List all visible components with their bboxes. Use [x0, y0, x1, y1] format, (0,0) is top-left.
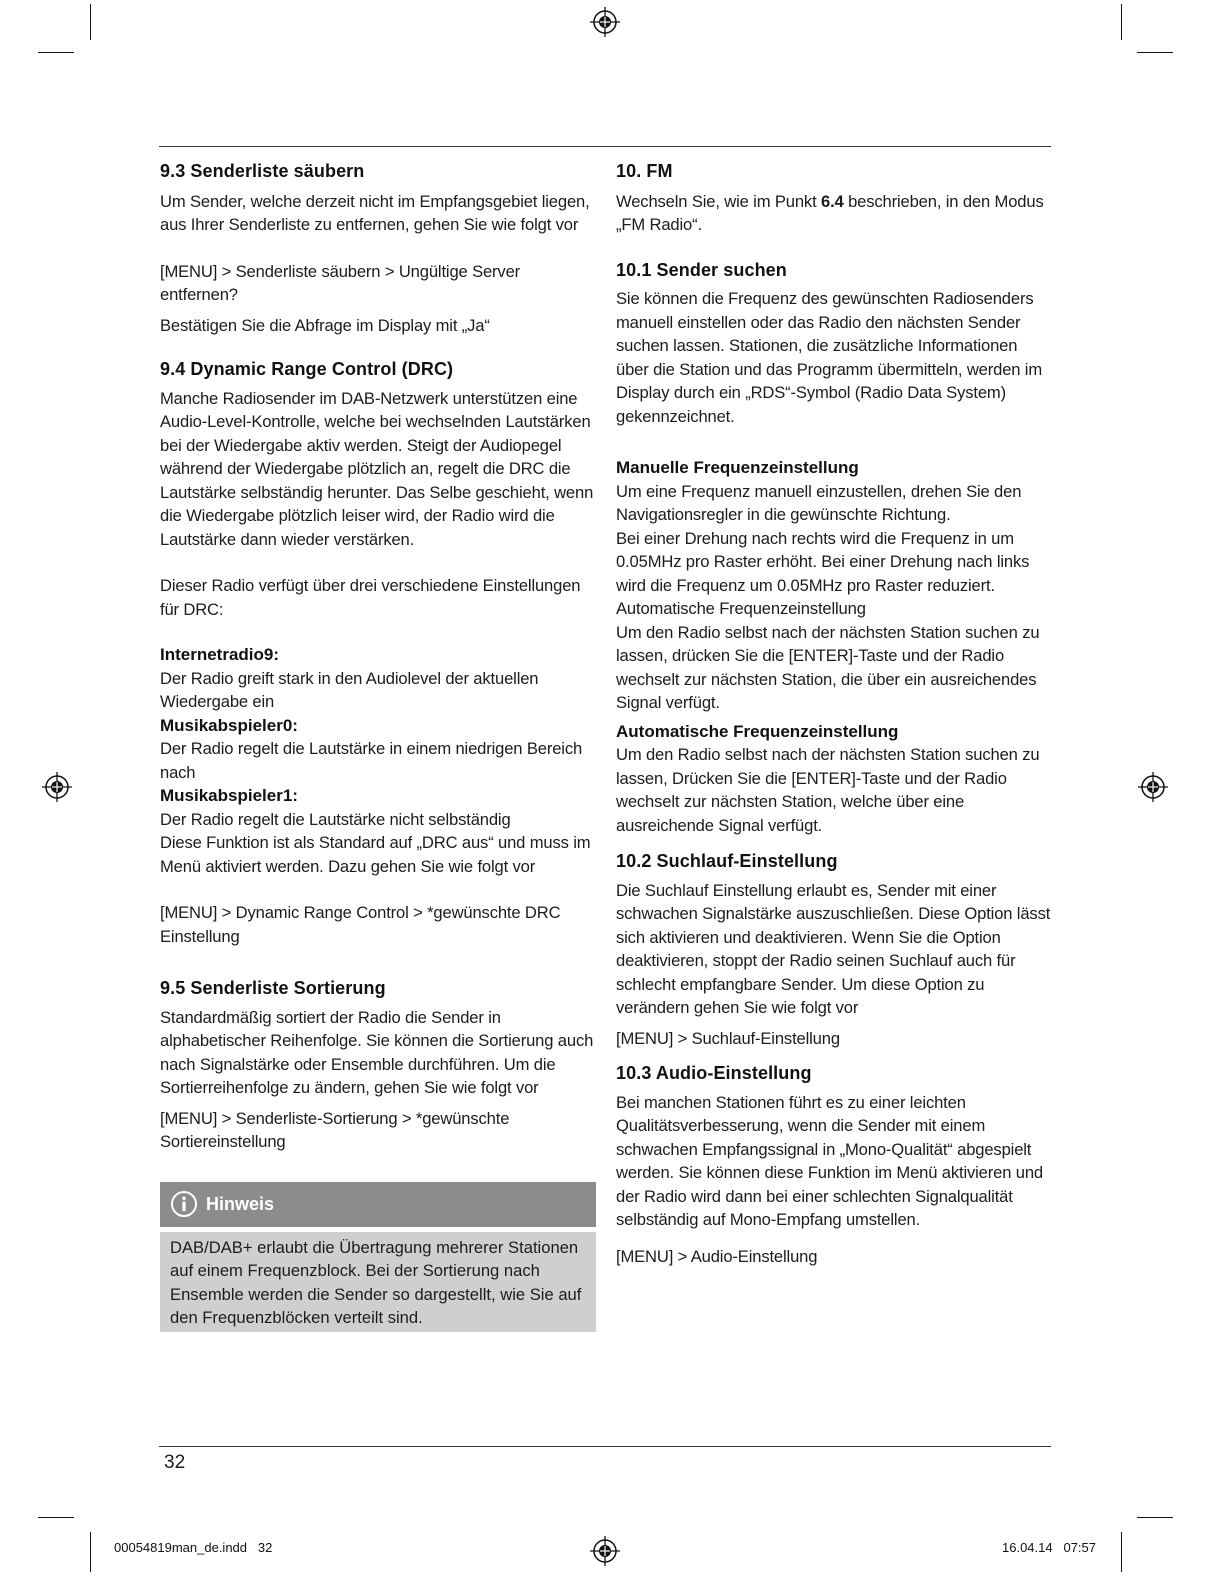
right-column	[616, 160, 1052, 1268]
drc-option-3-text: Der Radio regelt die Lautstärke nicht selbständig	[160, 809, 511, 829]
section-9-4-intro: Manche Radiosender im DAB-Netzwerk unterstützen eine Audio-Level-Kontrolle, welche bei wechselnden Lautstärken bei der Wiedergabe aktiv werden. Steigt der Audiopegel während der Wiedergabe plötzlich an, regelt die DRC die Lautstärke selbständig herunter. Das Selbe geschieht, wenn die Wiedergabe plötzlich leiser wird, der Radio wird die Lautstärke dann wieder verstärken.	[160, 388, 594, 549]
print-slug-file: 00054819man_de.indd 32	[114, 1540, 273, 1555]
left-column	[160, 160, 596, 1332]
section-10-2-menu-path: [MENU] > Suchlauf-Einstellung	[616, 1028, 840, 1048]
hint-body: DAB/DAB+ erlaubt die Übertragung mehrerer Stationen auf einem Frequenzblock. Bei der Sortierung nach Ensemble werden die Sender so dargestellt, wie Sie auf den Frequenzblöcken verteilt sind.	[160, 1232, 596, 1332]
section-10-2-title: 10.2 Suchlauf-Einstellung	[616, 851, 838, 871]
section-9-4-menu-path: [MENU] > Dynamic Range Control > *gewünschte DRC Einstellung	[160, 903, 561, 946]
drc-option-1-text: Der Radio greift stark in den Audiolevel der aktuellen Wiedergabe ein	[160, 668, 539, 711]
section-10-1-title: 10.1 Sender suchen	[616, 259, 787, 280]
info-icon	[170, 1190, 198, 1218]
crop-mark	[90, 1532, 91, 1572]
page-number: 32	[164, 1452, 186, 1473]
auto-frequency-description: Um den Radio selbst nach der nächsten Station suchen zu lassen, Drücken Sie die [ENTER]-Taste und der Radio wechselt zur nächsten Station, welche über eine ausreichende Signal verfügt.	[616, 745, 1040, 835]
drc-option-3-label: Musikabspieler1:	[160, 786, 298, 805]
hint-header	[160, 1182, 596, 1227]
drc-option-2-label: Musikabspieler0:	[160, 715, 298, 735]
registration-mark-icon	[1137, 771, 1169, 803]
section-9-3-title: 9.3 Senderliste säubern	[160, 161, 365, 181]
section-9-4-title: 9.4 Dynamic Range Control (DRC)	[160, 359, 454, 379]
section-10-3-title: 10.3 Audio-Einstellung	[616, 1063, 812, 1083]
registration-mark-icon	[589, 6, 621, 38]
crop-mark	[38, 1517, 74, 1518]
manual-frequency-step: Bei einer Drehung nach rechts wird die Frequenz in um 0.05MHz pro Raster erhöht. Bei einer Drehung nach links wird die Frequenz um 0.05MHz pro Raster reduziert.	[616, 528, 1030, 595]
section-10-intro	[616, 190, 1052, 237]
crop-mark	[1137, 1517, 1173, 1518]
drc-option-1-label: Internetradio9:	[160, 645, 280, 664]
section-reference: 6.4	[821, 191, 844, 211]
section-10-1-intro: Sie können die Frequenz des gewünschten Radiosenders manuell einstellen oder das Radio den nächsten Sender suchen lassen. Stationen, die zusätzliche Informationen über die Station und das Programm übermitteln, werden im Display durch ein „RDS“-Symbol (Radio Data System) gekennzeichnet.	[616, 289, 1043, 426]
crop-mark	[1121, 4, 1122, 40]
auto-frequency-title: Automatische Frequenzeinstellung	[616, 721, 899, 741]
section-9-3-intro: Um Sender, welche derzeit nicht im Empfangsgebiet liegen, aus Ihrer Senderliste zu entfernen, gehen Sie wie folgt vor	[160, 191, 590, 234]
section-10-title: 10. FM	[616, 161, 673, 181]
crop-mark	[1121, 1532, 1122, 1572]
hint-box	[160, 1182, 596, 1332]
section-10-3-menu-path: [MENU] > Audio-Einstellung	[616, 1246, 818, 1266]
registration-mark-icon	[41, 771, 73, 803]
crop-mark	[1137, 52, 1173, 53]
drc-option-2-text: Der Radio regelt die Lautstärke in einem niedrigen Bereich nach	[160, 739, 583, 782]
section-10-intro-part: Wechseln Sie, wie im Punkt	[616, 191, 821, 211]
section-10-2-intro: Die Suchlauf Einstellung erlaubt es, Sender mit einer schwachen Signalstärke auszuschließen. Diese Option lässt sich aktivieren und deaktivieren. Wenn Sie die Option deaktivieren, stoppt der Radio seinen Suchlauf auch für schlecht empfangbare Sender. Um diese Option zu verändern gehen Sie wie folgt vor	[616, 880, 1051, 1017]
hint-title: Hinweis	[206, 1193, 275, 1214]
section-9-5-intro: Standardmäßig sortiert der Radio die Sender in alphabetischer Reihenfolge. Sie können die Sortierung auch nach Signalstärke oder Ensemble durchführen. Um die Sortierreihenfolge zu ändern, gehen Sie wie folgt vor	[160, 1007, 594, 1097]
section-9-4-settings-intro: Dieser Radio verfügt über drei verschiedene Einstellungen für DRC:	[160, 576, 581, 619]
section-9-5-menu-path: [MENU] > Senderliste-Sortierung > *gewünschte Sortiereinstellung	[160, 1108, 510, 1151]
auto-frequency-text: Um den Radio selbst nach der nächsten Station suchen zu lassen, drücken Sie die [ENTER]-Taste und der Radio wechselt zur nächsten Station, die über ein ausreichendes Signal verfügt.	[616, 622, 1040, 712]
manual-frequency-text: Um eine Frequenz manuell einzustellen, drehen Sie den Navigationsregler in die gewünschte Richtung.	[616, 481, 1022, 524]
auto-frequency-subtitle: Automatische Frequenzeinstellung	[616, 599, 866, 618]
top-rule	[159, 146, 1051, 147]
section-10-3-intro: Bei manchen Stationen führt es zu einer leichten Qualitätsverbesserung, wenn die Sender mit einem schwachen Empfangssignal in „Mono-Qualität“ abgespielt werden. Sie können diese Funktion im Menü aktivieren und der Radio wird dann bei einer schlechten Signalqualität selbständig auf Mono-Empfang umstellen.	[616, 1092, 1043, 1229]
crop-mark	[38, 52, 74, 53]
bottom-rule	[159, 1446, 1051, 1447]
print-slug-date: 16.04.14 07:57	[1002, 1540, 1096, 1555]
manual-frequency-title: Manuelle Frequenzeinstellung	[616, 458, 859, 477]
registration-mark-icon	[589, 1535, 621, 1567]
section-10-intro-part: beschrieben, in den Modus „FM Radio“.	[616, 191, 1044, 234]
section-9-3-confirm: Bestätigen Sie die Abfrage im Display mit „Ja“	[160, 315, 490, 335]
section-9-5-title: 9.5 Senderliste Sortierung	[160, 978, 386, 998]
drc-default-note: Diese Funktion ist als Standard auf „DRC aus“ und muss im Menü aktiviert werden. Dazu gehen Sie wie folgt vor	[160, 833, 591, 876]
section-9-3-menu-path: [MENU] > Senderliste säubern > Ungültige Server entfernen?	[160, 261, 521, 304]
crop-mark	[90, 4, 91, 40]
